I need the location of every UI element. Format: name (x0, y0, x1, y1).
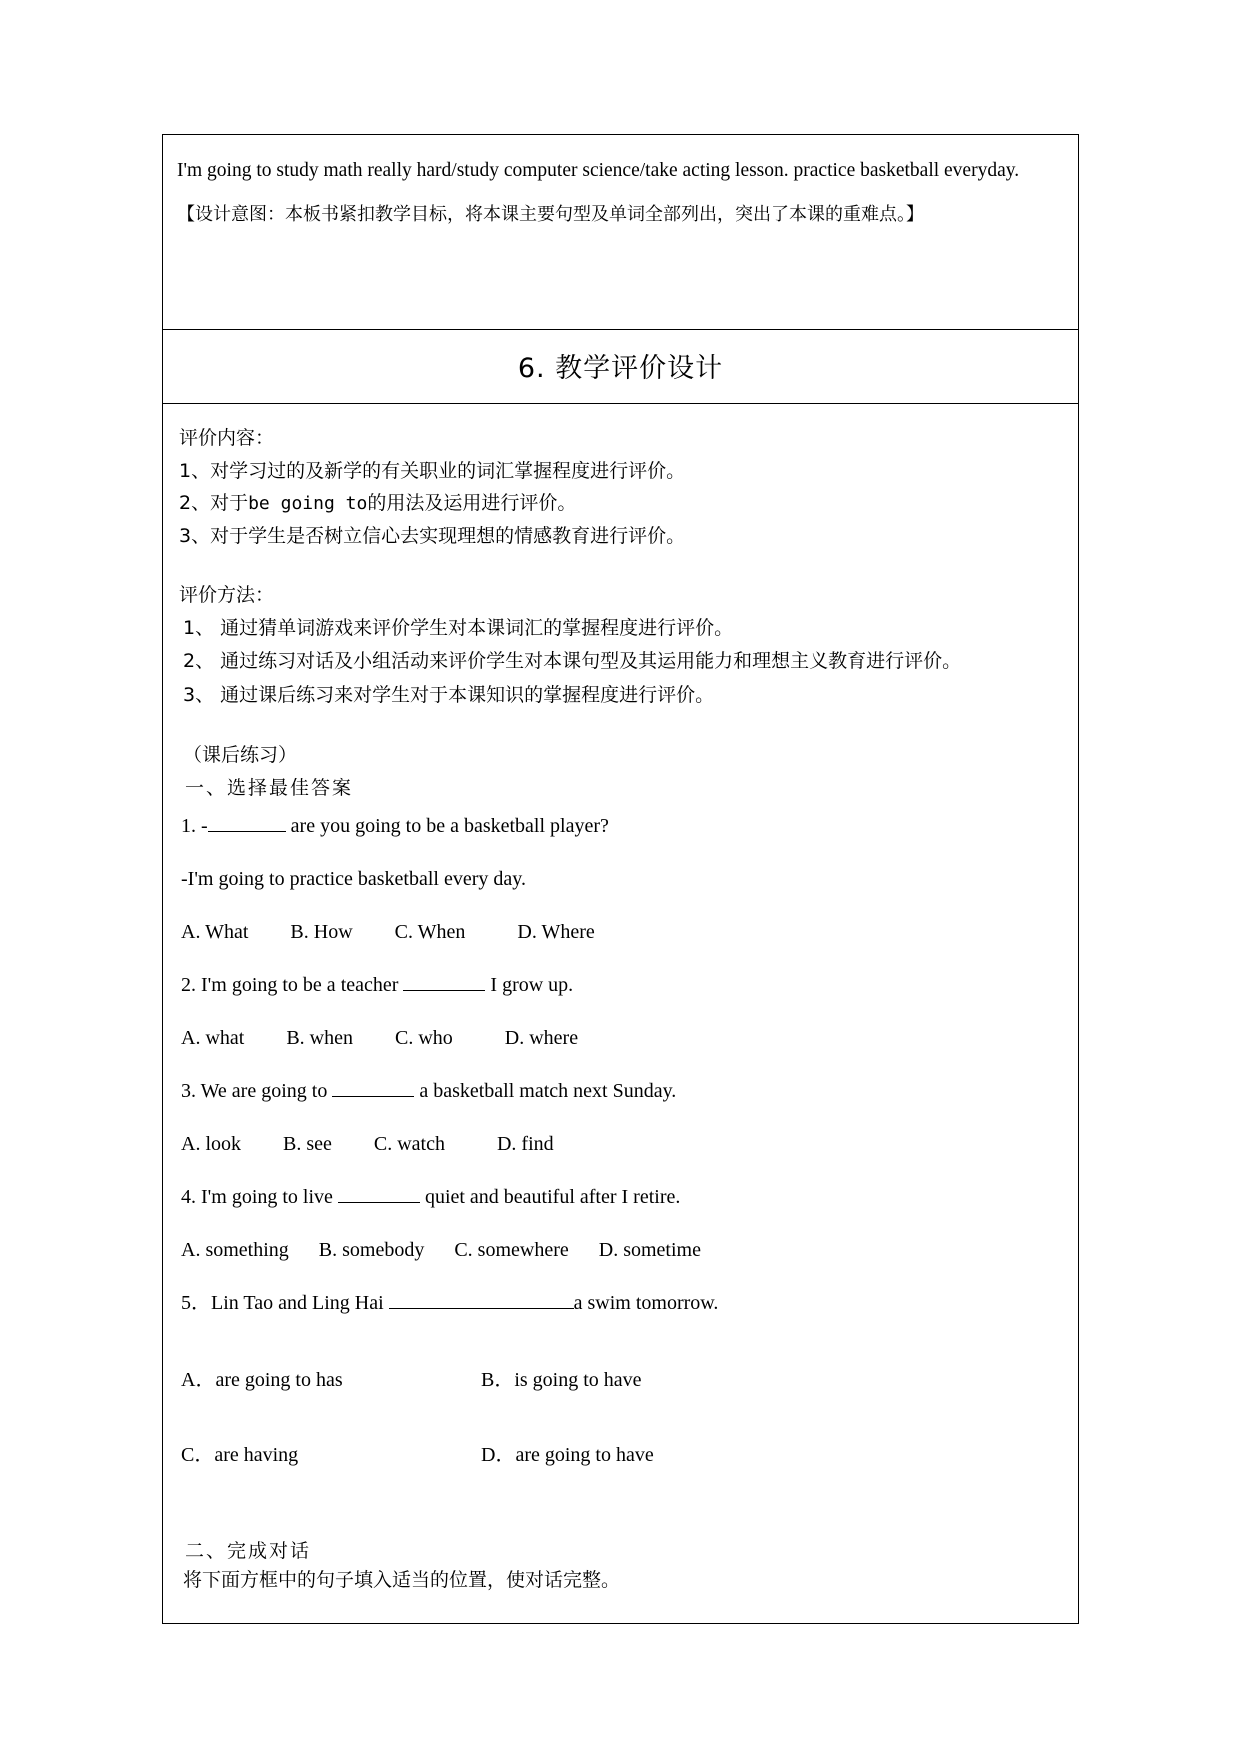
q2-suffix: I grow up. (485, 973, 574, 996)
q4-opt-a: A. something (181, 1238, 289, 1261)
lesson-plan-table (162, 134, 1079, 1624)
section-heading: 6. 教学评价设计 (163, 330, 1078, 404)
evaluation-method-item-2: 2、 通过练习对话及小组活动来评价学生对本课句型及其运用能力和理想主义教育进行评价。 (183, 650, 962, 673)
board-summary-cell (163, 135, 1078, 330)
evaluation-content-title: 评价内容： (179, 427, 275, 449)
q3-prefix: 3. We are going to (181, 1079, 333, 1102)
eval-item2-suffix: 的用法及运用进行评价。 (367, 492, 577, 515)
q3-opt-a: A. look (181, 1132, 241, 1155)
q2-opt-b: B. when (286, 1026, 353, 1049)
q1-opt-b: B. How (290, 920, 353, 943)
evaluation-method-item-3: 3、 通过课后练习来对学生对于本课知识的掌握程度进行评价。 (183, 684, 715, 707)
exercise-part-two-title: 二、完成对话 (185, 1539, 312, 1562)
evaluation-body-cell (163, 404, 1078, 1623)
q4-opt-b: B. somebody (318, 1238, 425, 1261)
q2-blank (403, 990, 485, 991)
spacer (179, 1500, 1062, 1536)
q3-suffix: a basketball match next Sunday. (414, 1079, 677, 1102)
q3-blank (332, 1096, 414, 1097)
q1-prefix: 1. - (181, 814, 208, 837)
question-2-stem (179, 959, 1062, 1012)
question-4-options (179, 1224, 1062, 1277)
spacer (179, 713, 1062, 739)
q1-opt-d: D. Where (517, 920, 595, 943)
question-5-options-row-1 (179, 1350, 1062, 1405)
q5-prefix: 5．Lin Tao and Ling Hai (181, 1291, 389, 1314)
evaluation-content-item-1: 1、对学习过的及新学的有关职业的词汇掌握程度进行评价。 (179, 459, 686, 482)
exercise-label: （课后练习） (183, 744, 298, 767)
q2-opt-a: A. what (181, 1026, 245, 1049)
eval-item2-mono: be going to (248, 493, 368, 515)
question-1-stem (179, 800, 1062, 853)
design-intent-note: 【设计意图：本板书紧扣教学目标，将本课主要句型及单词全部列出，突出了本课的重难点。】 (177, 203, 924, 225)
question-5-options-row-2 (179, 1425, 1062, 1480)
question-4-stem (179, 1171, 1062, 1224)
question-1-options (179, 906, 1062, 959)
q4-prefix: 4. I'm going to live (181, 1185, 338, 1208)
board-english-sentence: I'm going to study math really hard/study computer science/take acting lesson. practice basketball everyday. (177, 160, 1020, 181)
q2-opt-d: D. where (504, 1026, 579, 1049)
question-3-stem (179, 1065, 1062, 1118)
q5-opt-c: C．are having (181, 1443, 299, 1466)
q3-opt-d: D. find (496, 1132, 554, 1155)
eval-item2-prefix: 2、对于 (179, 492, 249, 515)
q1-opt-c: C. When (394, 920, 466, 943)
q5-suffix: a swim tomorrow. (573, 1291, 719, 1314)
exercise-part-two-instruction: 将下面方框中的句子填入适当的位置，使对话完整。 (183, 1568, 621, 1591)
q5-blank (389, 1308, 574, 1309)
q2-opt-c: C. who (395, 1026, 453, 1049)
question-5-stem (179, 1277, 1062, 1330)
evaluation-content-item-3: 3、对于学生是否树立信心去实现理想的情感教育进行评价。 (179, 525, 686, 548)
question-2-options (179, 1012, 1062, 1065)
exercise-part-one-title: 一、选择最佳答案 (185, 776, 354, 799)
evaluation-content-item-2 (179, 487, 1062, 520)
evaluation-method-title: 评价方法： (179, 583, 275, 606)
q4-suffix: quiet and beautiful after I retire. (419, 1185, 681, 1208)
q3-opt-b: B. see (283, 1132, 332, 1155)
q2-prefix: 2. I'm going to be a teacher (181, 973, 404, 996)
question-3-options (179, 1118, 1062, 1171)
q4-blank (338, 1202, 420, 1203)
spacer (179, 553, 1062, 579)
q3-opt-c: C. watch (373, 1132, 445, 1155)
q1-blank (208, 831, 286, 832)
q1-opt-a: A. What (181, 920, 249, 943)
q5-opt-a: A．are going to has (181, 1368, 343, 1391)
question-1-answer-line: -I'm going to practice basketball every day. (181, 867, 526, 890)
q1-suffix: are you going to be a basketball player? (285, 814, 609, 837)
q5-opt-b: B．is going to have (481, 1368, 642, 1391)
evaluation-method-item-1: 1、 通过猜单词游戏来评价学生对本课词汇的掌握程度进行评价。 (183, 616, 734, 639)
q4-opt-c: C. somewhere (454, 1238, 569, 1261)
q5-opt-d: D．are going to have (481, 1443, 654, 1466)
q4-opt-d: D. sometime (598, 1238, 701, 1261)
